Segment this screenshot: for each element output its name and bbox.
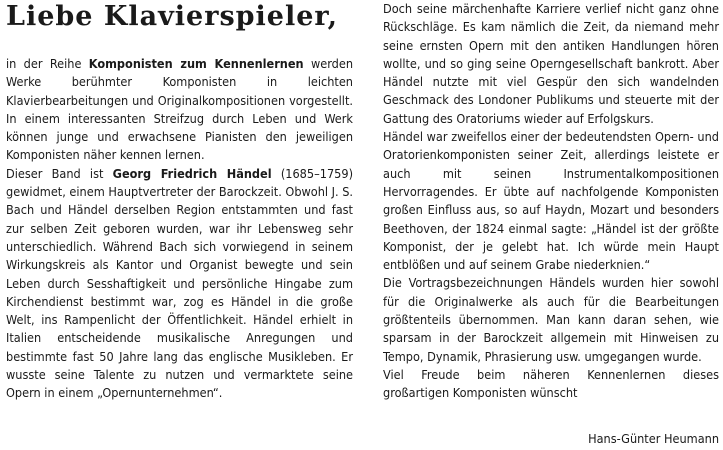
composer-name: Georg Friedrich Händel — [112, 165, 272, 181]
right-column — [383, 0, 719, 403]
intro-text-after: werden Werke berühmter Komponisten in leichten Klavierbearbeitungen und Originalkompositionen vorgestellt. In einem interessanten Streifzug durch Leben und Werk können junge und erwachsene Pianisten den jeweiligen Komponisten näher kennen lernen. — [6, 56, 354, 163]
intro-paragraph — [6, 55, 353, 165]
composer-text-after: (1685–1759) gewidmet, einem Hauptvertreter der Barockzeit. Obwohl J. S. Bach und Händel derselben Region entstammten und fast zur selben Zeit geboren wurden, war ihr Lebensweg sehr unterschiedlich. Während Bach sich vorwiegend in seinem Wirkungskreis als Kantor und Organist bewegte und sein Leben durch Sesshaftigkeit und persönliche Hingabe zum Kirchendienst bestimmt war, zog es Händel in die große Welt, ins Rampenlicht der Öffentlichkeit. Händel erhielt in Italien entscheidende musikalische Anregungen und bestimmte fast 50 Jahre lang das englische Musikleben. Er wusste seine Talente zu nutzen und vermarktete seine Opern in einem „Opernunternehmen“. — [6, 165, 353, 401]
series-name: Komponisten zum Kennenlernen — [88, 56, 304, 71]
composer-paragraph — [6, 165, 353, 403]
page-title: Liebe Klavierspieler, — [6, 1, 339, 32]
influence-paragraph: Händel war zweifellos einer der bedeutendsten Opern- und Oratorienkomponisten seiner Zeit, allerdings leistete er auch mit seinen Instrumentalkompositionen Hervorragendes. Er übte auf nachfolgende Komponisten großen Einfluss aus, so auf Haydn, Mozart und besonders Beethoven, der 1824 einmal sagte: „Händel ist der größte Komponist, der je gelebt hat. Ich würde mein Haupt entblößen und auf seinem Grabe niederknien.“ — [383, 129, 719, 273]
career-paragraph: Doch seine märchenhafte Karriere verlief nicht ganz ohne Rückschläge. Es kam nämlich die Zeit, da niemand mehr seine ernsten Opern mit den antiken Handlungen hören wollte, und so ging seine Operngesellschaft bankrott. Aber Händel nutzte mit viel Gespür den sich wandelnden Geschmack des Londoner Publikums und steuerte mit der Gattung des Oratoriums wieder auf Erfolgskurs. — [383, 1, 719, 126]
composer-text-before: Dieser Band ist — [6, 165, 113, 181]
intro-text-before: in der Reihe — [6, 56, 89, 71]
closing-paragraph: Viel Freude beim näheren Kennenlernen dieses großartigen Komponisten wünscht — [383, 366, 719, 401]
author-signature: Hans-Günter Heumann — [588, 431, 719, 446]
left-column — [6, 55, 353, 403]
performance-marks-paragraph: Die Vortragsbezeichnungen Händels wurden hier sowohl für die Originalwerke als auch für die Bearbeitungen größtenteils übernommen. Man kann daran sehen, wie sparsam in der Barockzeit allgemein mit Hinweisen zu Tempo, Dynamik, Phrasierung usw. umgegangen wurde. — [383, 275, 719, 364]
